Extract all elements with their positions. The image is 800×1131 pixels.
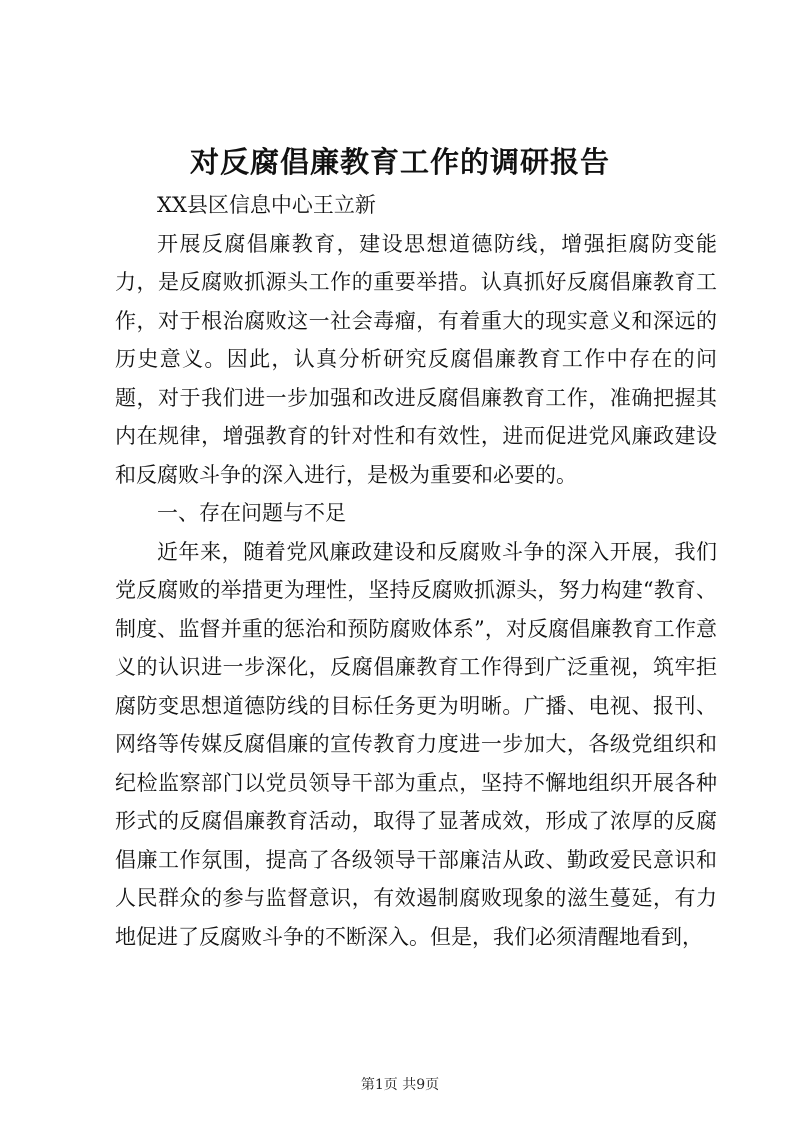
author-line: XX县区信息中心王立新 bbox=[157, 193, 376, 217]
page-number-footer: 第1页 共9页 bbox=[360, 1077, 440, 1093]
section-heading: 一、存在问题与不足 bbox=[157, 501, 346, 525]
body-paragraph: 近年来，随着党风廉政建设和反腐败斗争的深入开展，我们党反腐败的举措更为理性，坚持反腐败抓源头，努力构建“教育、制度、监督并重的惩治和预防腐败体系”，对反腐倡廉教育工作意义的认识进一步深化，反腐倡廉教育工作得到广泛重视，筑牢拒腐防变思想道德防线的目标任务更为明晰。广播、电视、报刊、网络等传媒反腐倡廉的宣传教育力度进一步加大，各级党组织和纪检监察部门以党员领导干部为重点，坚持不懈地组织开展各种形式的反腐倡廉教育活动，取得了显著成效，形成了浓厚的反腐倡廉工作氛围，提高了各级领导干部廉洁从政、勤政爱民意识和人民群众的参与监督意识，有效遏制腐败现象的滋生蔓延，有力地促进了反腐败斗争的不断深入。但是，我们必须清醒地看到， bbox=[115, 539, 717, 949]
document-body bbox=[115, 186, 717, 956]
body-paragraph: 开展反腐倡廉教育，建设思想道德防线，增强拒腐防变能力，是反腐败抓源头工作的重要举措。认真抓好反腐倡廉教育工作，对于根治腐败这一社会毒瘤，有着重大的现实意义和深远的历史意义。因此，认真分析研究反腐倡廉教育工作中存在的问题，对于我们进一步加强和改进反腐倡廉教育工作，准确把握其内在规律，增强教育的针对性和有效性，进而促进党风廉政建设和反腐败斗争的深入进行，是极为重要和必要的。 bbox=[115, 231, 717, 487]
document-title: 对反腐倡廉教育工作的调研报告 bbox=[189, 145, 610, 179]
